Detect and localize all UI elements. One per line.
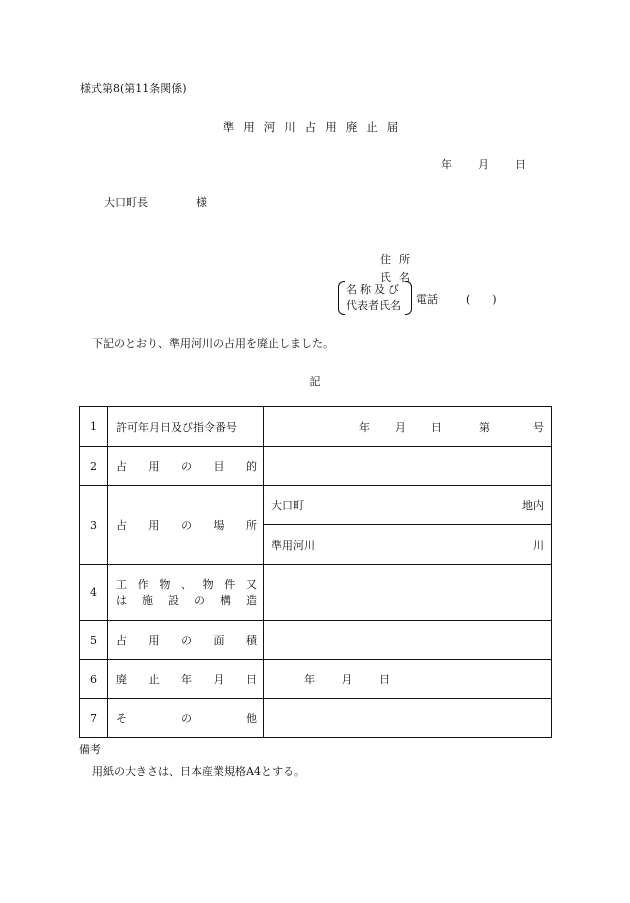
purpose-value[interactable]	[264, 447, 552, 486]
number-suffix: 号	[533, 420, 544, 434]
address-label: 住所	[380, 253, 418, 266]
row-number: 4	[80, 565, 108, 621]
town-suffix: 地内	[522, 499, 544, 512]
table-row	[80, 407, 552, 447]
notes-heading: 備考	[79, 743, 101, 756]
other-value[interactable]	[264, 699, 552, 738]
organization-name-bracket	[338, 281, 412, 315]
organization-line1: 名称及び	[346, 283, 402, 296]
left-paren	[338, 281, 345, 315]
row-label	[108, 407, 264, 447]
statement-text: 下記のとおり、準用河川の占用を廃止しました。	[92, 337, 334, 350]
row-label	[108, 565, 264, 621]
month-label: 月	[341, 673, 353, 686]
town-name: 大口町	[271, 499, 304, 512]
structure-value[interactable]	[264, 565, 552, 621]
table-row	[80, 621, 552, 660]
river-suffix: 川	[533, 538, 544, 552]
phone-area-code: ( )	[466, 293, 497, 306]
row-label	[108, 486, 264, 565]
form-number: 様式第8(第11条関係)	[80, 82, 187, 95]
abolition-date-label: 廃 止 年 月 日	[116, 673, 257, 686]
occupancy-table	[79, 406, 552, 738]
row-number: 7	[80, 699, 108, 738]
organization-line2: 代表者氏名	[346, 299, 401, 312]
row-number: 1	[80, 407, 108, 447]
row-number: 5	[80, 621, 108, 660]
number-prefix: 第	[479, 420, 490, 434]
table-row	[80, 486, 552, 525]
day-label: 日	[379, 673, 390, 686]
month-label: 月	[478, 158, 489, 171]
document-title: 準用河川占用廃止届	[222, 120, 408, 134]
addressee-honorific: 様	[196, 196, 207, 209]
phone-label: 電話	[416, 293, 438, 306]
permit-value[interactable]	[264, 407, 552, 447]
year-label: 年	[441, 158, 452, 171]
right-paren	[405, 281, 412, 315]
abolition-date-value[interactable]	[264, 660, 552, 699]
location-label: 占 用 の 場 所	[116, 519, 257, 532]
organization-label	[346, 282, 402, 314]
area-label: 占 用 の 面 積	[116, 634, 257, 647]
day-label: 日	[515, 158, 526, 171]
year-label: 年	[359, 420, 370, 434]
other-label: そ の 他	[116, 712, 257, 725]
table-row	[80, 447, 552, 486]
row-number: 6	[80, 660, 108, 699]
name-label: 氏名	[380, 271, 418, 284]
location-town-value[interactable]	[264, 486, 552, 525]
year-label: 年	[304, 673, 315, 686]
area-value[interactable]	[264, 621, 552, 660]
row-number: 3	[80, 486, 108, 565]
table-row	[80, 565, 552, 621]
submission-date	[441, 156, 526, 172]
row-label	[108, 621, 264, 660]
location-river-value[interactable]	[264, 525, 552, 565]
row-label	[108, 699, 264, 738]
river-prefix: 準用河川	[271, 538, 315, 552]
purpose-label: 占 用 の 目 的	[116, 460, 257, 473]
structure-label-line2: は 施 設 の 構 造	[116, 593, 257, 607]
permit-label: 許可年月日及び指令番号	[116, 420, 237, 434]
row-label	[108, 660, 264, 699]
month-label: 月	[395, 420, 406, 434]
notes-body: 用紙の大きさは、日本産業規格A4とする。	[92, 765, 305, 778]
structure-label-line1: 工 作 物 、 物 件 又	[116, 577, 257, 591]
ki-heading: 記	[309, 375, 321, 388]
table-row	[80, 699, 552, 738]
row-label	[108, 447, 264, 486]
day-label: 日	[431, 420, 442, 434]
table-row	[80, 660, 552, 699]
row-number: 2	[80, 447, 108, 486]
addressee: 大口町長	[104, 196, 148, 209]
